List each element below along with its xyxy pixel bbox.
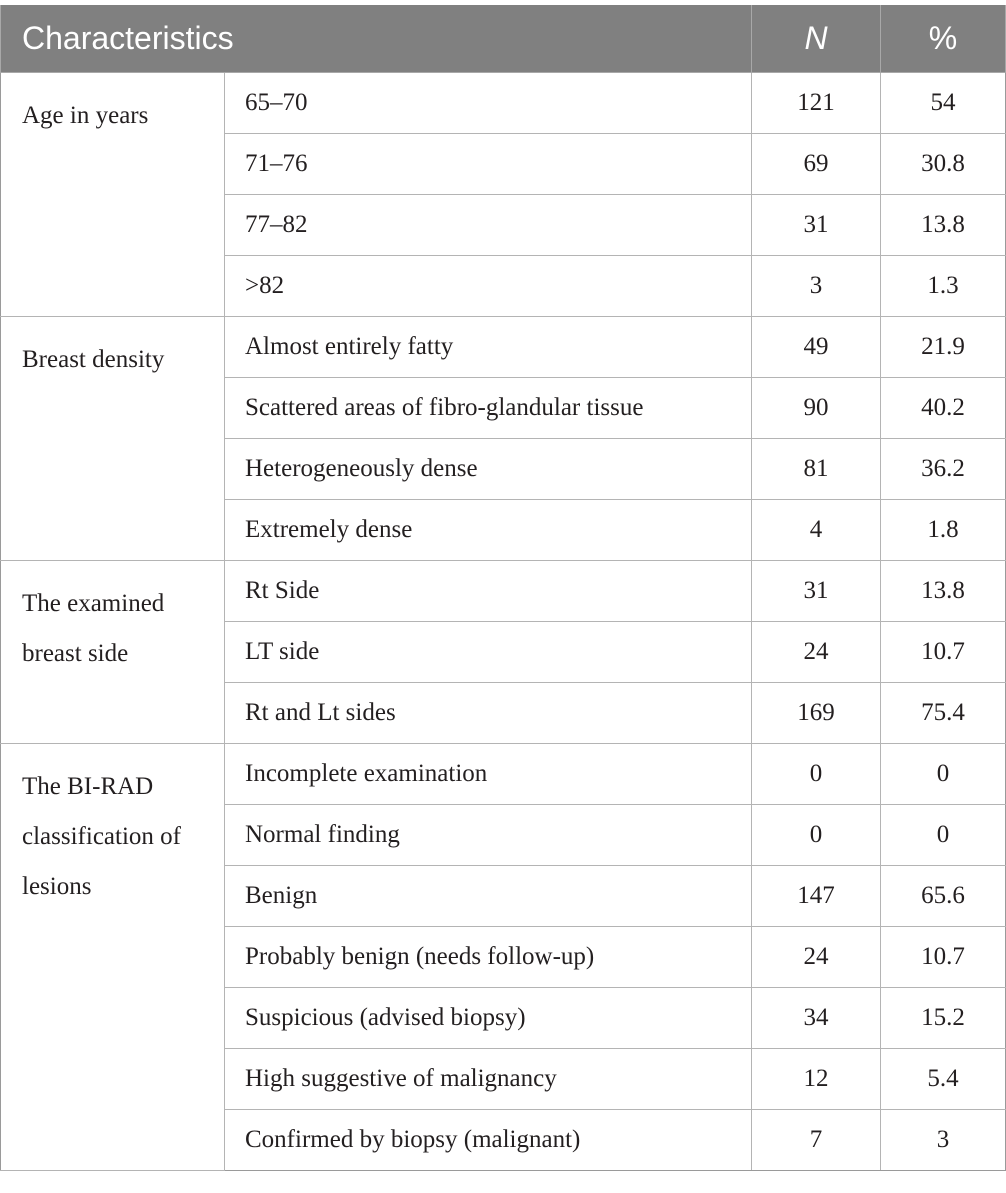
table-row <box>1 744 1006 805</box>
n-cell: 169 <box>752 683 881 744</box>
category-cell: 71–76 <box>225 134 752 195</box>
category-cell: Rt and Lt sides <box>225 683 752 744</box>
group-label: Age in years <box>1 73 225 317</box>
category-cell: Heterogeneously dense <box>225 439 752 500</box>
category-cell: LT side <box>225 622 752 683</box>
category-cell: 65–70 <box>225 73 752 134</box>
characteristics-table <box>0 5 1006 1171</box>
n-cell: 121 <box>752 73 881 134</box>
table-row <box>1 561 1006 622</box>
n-cell: 0 <box>752 805 881 866</box>
percent-cell: 10.7 <box>881 927 1006 988</box>
percent-cell: 0 <box>881 744 1006 805</box>
n-cell: 31 <box>752 561 881 622</box>
table-header <box>1 5 1006 73</box>
percent-cell: 36.2 <box>881 439 1006 500</box>
header-percent: % <box>881 5 1006 73</box>
n-cell: 31 <box>752 195 881 256</box>
percent-cell: 0 <box>881 805 1006 866</box>
n-cell: 90 <box>752 378 881 439</box>
percent-cell: 13.8 <box>881 195 1006 256</box>
n-cell: 34 <box>752 988 881 1049</box>
group-label: The BI-RAD classification of lesions <box>1 744 225 1171</box>
n-cell: 7 <box>752 1110 881 1171</box>
group-label: Breast density <box>1 317 225 561</box>
category-cell: Extremely dense <box>225 500 752 561</box>
n-cell: 69 <box>752 134 881 195</box>
n-cell: 81 <box>752 439 881 500</box>
table-row <box>1 73 1006 134</box>
percent-cell: 13.8 <box>881 561 1006 622</box>
percent-cell: 40.2 <box>881 378 1006 439</box>
category-cell: 77–82 <box>225 195 752 256</box>
category-cell: Benign <box>225 866 752 927</box>
n-cell: 4 <box>752 500 881 561</box>
percent-cell: 75.4 <box>881 683 1006 744</box>
percent-cell: 10.7 <box>881 622 1006 683</box>
percent-cell: 1.8 <box>881 500 1006 561</box>
category-cell: Probably benign (needs follow-up) <box>225 927 752 988</box>
n-cell: 24 <box>752 927 881 988</box>
percent-cell: 30.8 <box>881 134 1006 195</box>
n-cell: 24 <box>752 622 881 683</box>
header-characteristics: Characteristics <box>1 5 752 73</box>
percent-cell: 54 <box>881 73 1006 134</box>
percent-cell: 3 <box>881 1110 1006 1171</box>
category-cell: >82 <box>225 256 752 317</box>
n-cell: 12 <box>752 1049 881 1110</box>
category-cell: Confirmed by biopsy (malignant) <box>225 1110 752 1171</box>
percent-cell: 5.4 <box>881 1049 1006 1110</box>
header-row <box>1 5 1006 73</box>
n-cell: 49 <box>752 317 881 378</box>
header-n: N <box>752 5 881 73</box>
category-cell: Scattered areas of fibro-glandular tissue <box>225 378 752 439</box>
percent-cell: 21.9 <box>881 317 1006 378</box>
table-row <box>1 317 1006 378</box>
percent-cell: 65.6 <box>881 866 1006 927</box>
n-cell: 147 <box>752 866 881 927</box>
category-cell: Incomplete examination <box>225 744 752 805</box>
category-cell: Suspicious (advised biopsy) <box>225 988 752 1049</box>
category-cell: Rt Side <box>225 561 752 622</box>
n-cell: 0 <box>752 744 881 805</box>
percent-cell: 1.3 <box>881 256 1006 317</box>
group-label: The examined breast side <box>1 561 225 744</box>
category-cell: Almost entirely fatty <box>225 317 752 378</box>
n-cell: 3 <box>752 256 881 317</box>
category-cell: High suggestive of malignancy <box>225 1049 752 1110</box>
category-cell: Normal finding <box>225 805 752 866</box>
table-body <box>1 73 1006 1171</box>
percent-cell: 15.2 <box>881 988 1006 1049</box>
